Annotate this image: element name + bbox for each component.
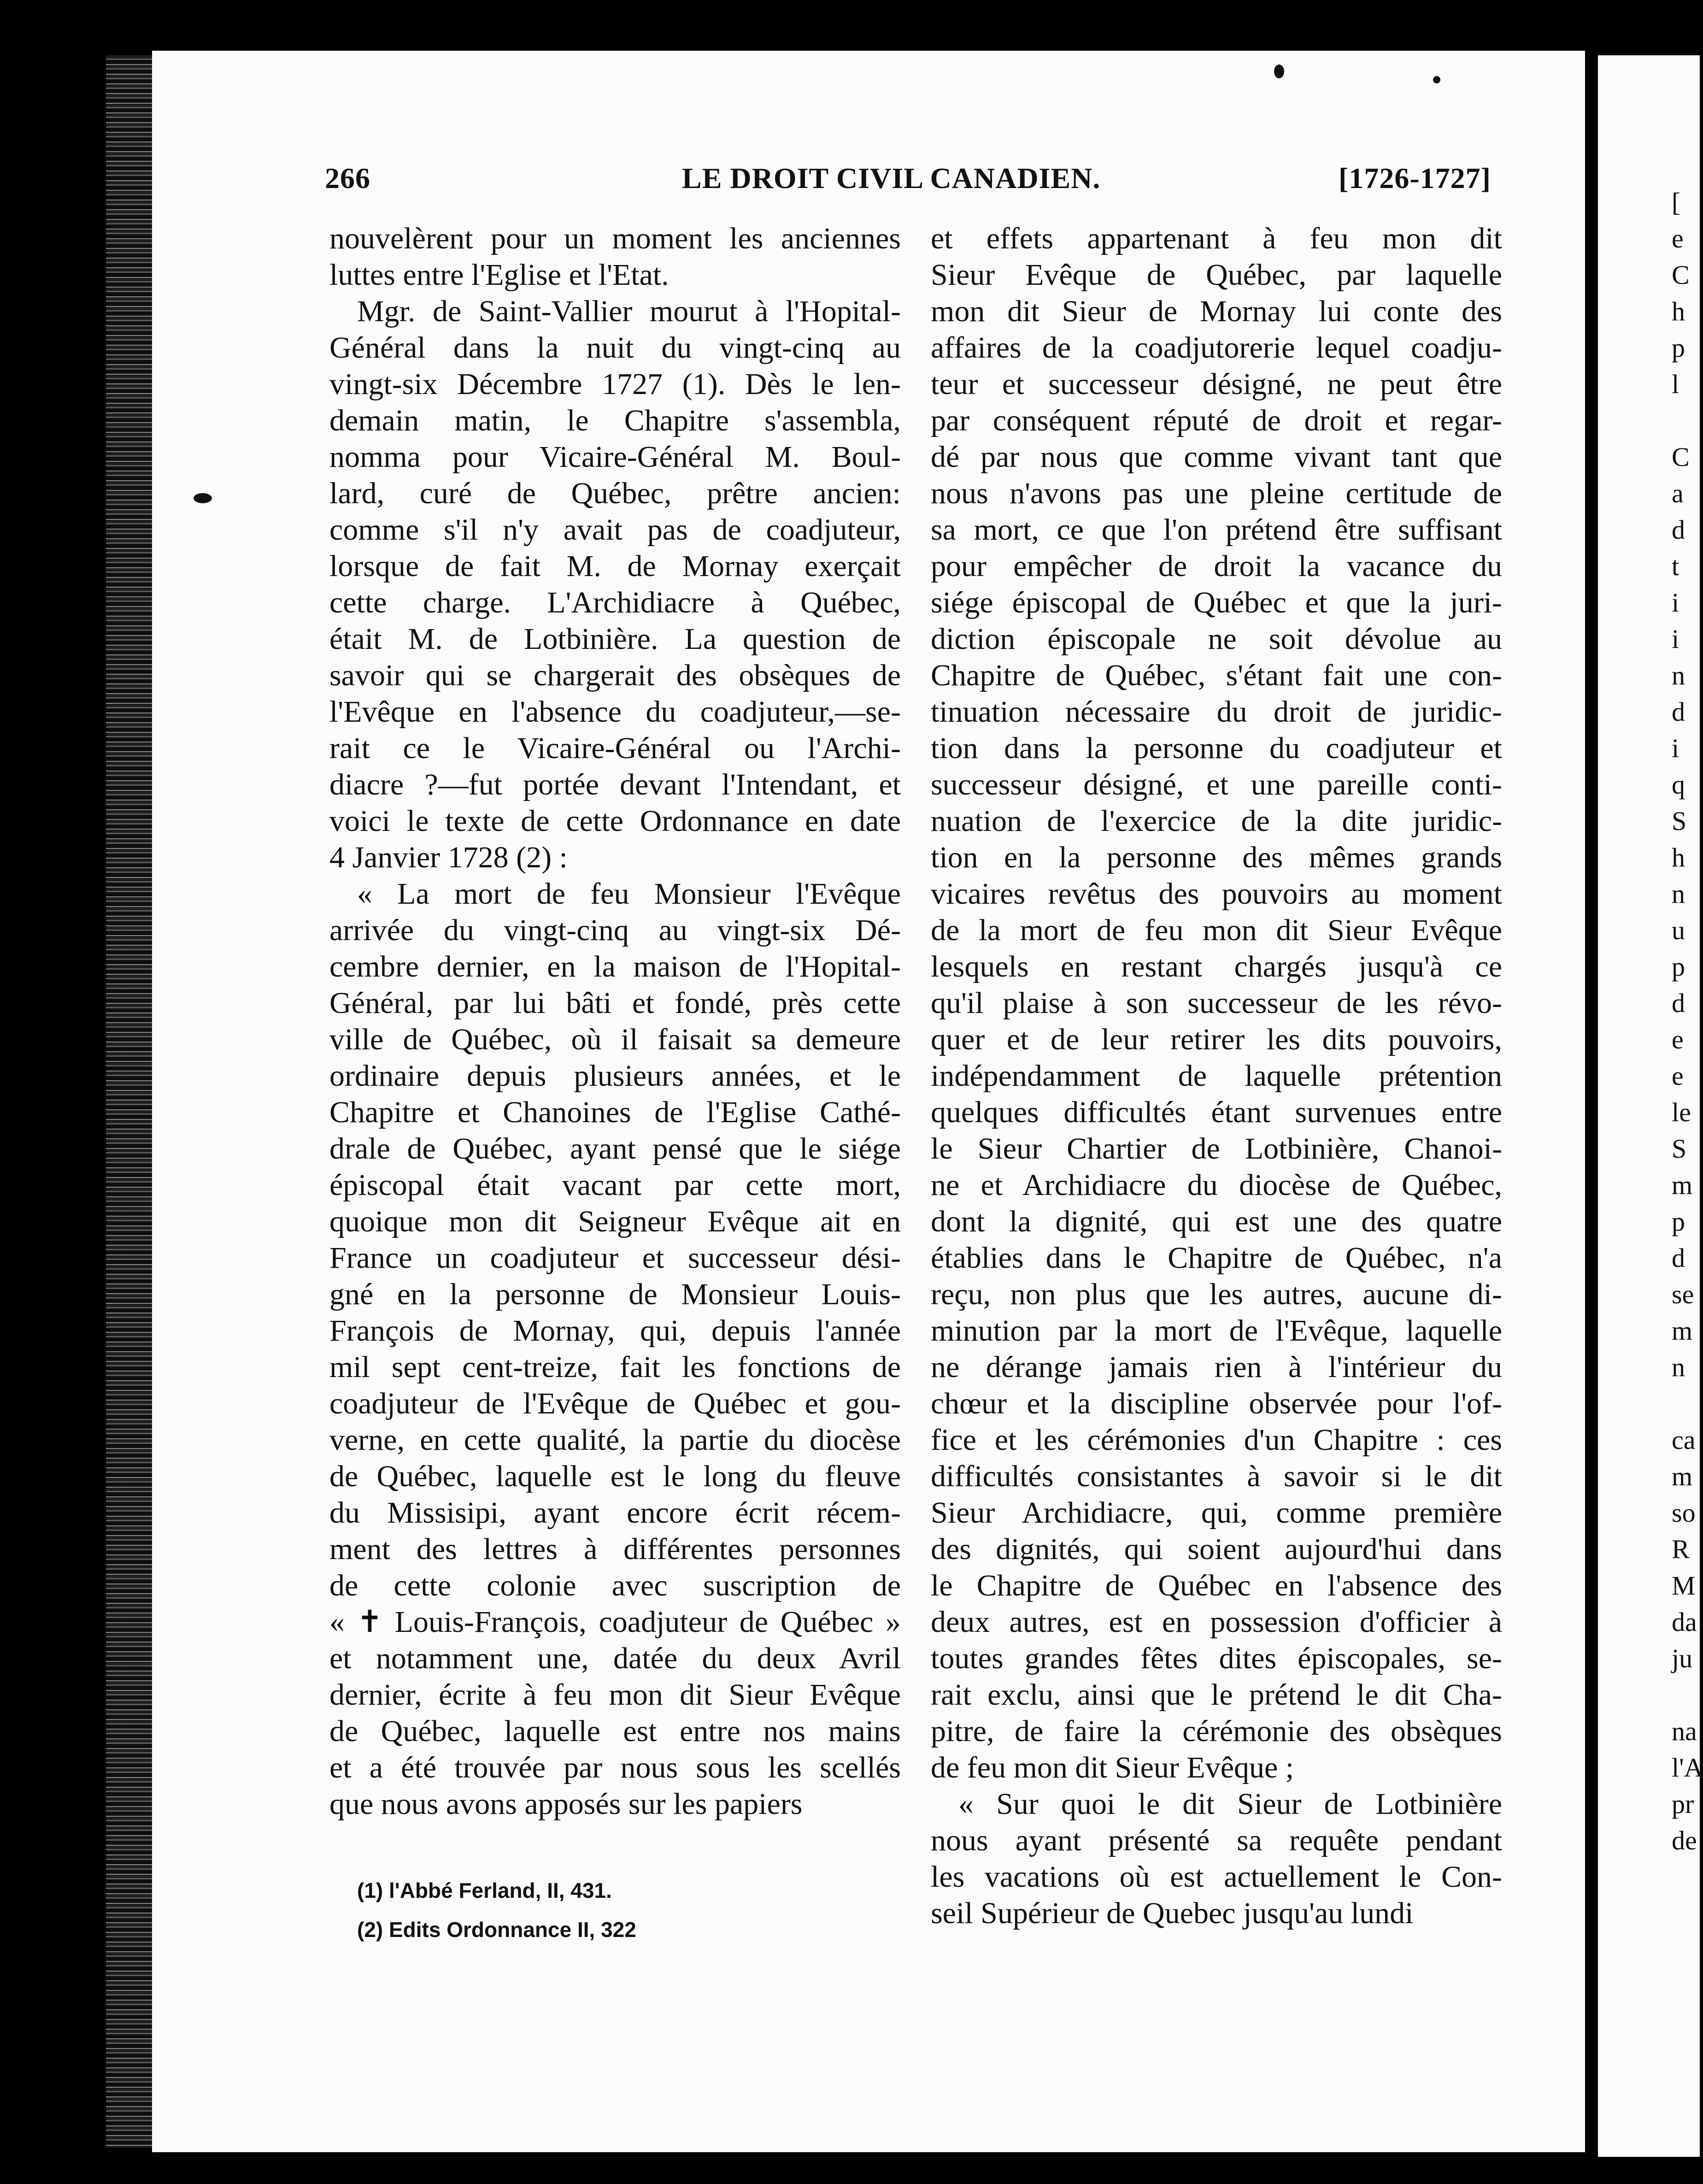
text-line: de cette colonie avec suscription de bbox=[329, 1569, 901, 1602]
footnote-2: (2) Edits Ordonnance II, 322 bbox=[357, 1918, 636, 1942]
text-line: et a été trouvée par nous sous les scellés bbox=[329, 1751, 901, 1784]
adjacent-page-fragment: a bbox=[1672, 478, 1684, 508]
text-line: Chapitre de Québec, s'étant fait une con- bbox=[931, 659, 1502, 692]
text-line: tion dans la personne du coadjuteur et bbox=[931, 731, 1502, 765]
adjacent-page-fragment: d bbox=[1672, 697, 1685, 727]
text-line: que nous avons apposés sur les papiers bbox=[329, 1787, 803, 1821]
text-line: ne et Archidiacre du diocèse de Québec, bbox=[931, 1168, 1502, 1202]
page-number: 266 bbox=[325, 162, 370, 194]
adjacent-page-fragment: i bbox=[1672, 733, 1680, 763]
text-line: teur et successeur désigné, ne peut être bbox=[931, 367, 1502, 401]
adjacent-page-fragment: h bbox=[1672, 296, 1685, 326]
adjacent-page-fragment: q bbox=[1672, 770, 1685, 800]
text-line: tinuation nécessaire du droit de juridic- bbox=[931, 695, 1502, 729]
text-line: « Sur quoi le dit Sieur de Lotbinière bbox=[958, 1787, 1502, 1821]
text-line: difficultés consistantes à savoir si le dit bbox=[931, 1460, 1502, 1493]
text-line: pitre, de faire la cérémonie des obsèques bbox=[931, 1714, 1502, 1748]
text-line: de la mort de feu mon dit Sieur Evêque bbox=[931, 913, 1502, 947]
text-line: ment des lettres à différentes personnes bbox=[329, 1532, 901, 1566]
text-line: deux autres, est en possession d'officier à bbox=[931, 1605, 1502, 1639]
text-line: gné en la personne de Monsieur Louis- bbox=[329, 1277, 901, 1311]
right-text-column bbox=[931, 220, 1502, 1931]
text-line: fice et les cérémonies d'un Chapitre : ces bbox=[931, 1423, 1502, 1457]
text-line: épiscopal était vacant par cette mort, bbox=[329, 1168, 901, 1202]
adjacent-page-fragment: M bbox=[1672, 1571, 1696, 1601]
text-line: diacre ?—fut portée devant l'Intendant, et bbox=[329, 768, 901, 801]
adjacent-page-fragment: m bbox=[1672, 1461, 1693, 1491]
text-line: lard, curé de Québec, prêtre ancien: bbox=[329, 477, 901, 510]
text-line: France un coadjuteur et successeur dési- bbox=[329, 1241, 901, 1275]
left-text-column bbox=[329, 220, 901, 1822]
text-line: sa mort, ce que l'on prétend être suffisant bbox=[931, 513, 1502, 547]
adjacent-page-fragment: u bbox=[1672, 915, 1685, 945]
text-line: établies dans le Chapitre de Québec, n'a bbox=[931, 1241, 1502, 1275]
text-line: coadjuteur de l'Evêque de Québec et gou- bbox=[329, 1387, 901, 1420]
text-line: affaires de la coadjutorerie lequel coadju- bbox=[931, 331, 1502, 365]
text-line: indépendamment de laquelle prétention bbox=[931, 1059, 1502, 1093]
adjacent-page-fragment: n bbox=[1672, 1352, 1685, 1382]
text-line: savoir qui se chargerait des obsèques de bbox=[329, 659, 901, 692]
text-line: Général, par lui bâti et fondé, près cette bbox=[329, 986, 901, 1020]
ink-spot bbox=[194, 493, 212, 503]
adjacent-page-fragment: [ bbox=[1672, 187, 1681, 217]
adjacent-page-fragment: se bbox=[1672, 1279, 1694, 1309]
text-line: ville de Québec, où il faisait sa demeure bbox=[329, 1023, 901, 1056]
adjacent-page-fragment: d bbox=[1672, 988, 1685, 1018]
text-line: et notamment une, datée du deux Avril bbox=[329, 1642, 901, 1675]
text-line: Chapitre et Chanoines de l'Eglise Cathé- bbox=[329, 1095, 901, 1129]
text-line: dé par nous que comme vivant tant que bbox=[931, 440, 1502, 474]
adjacent-page-fragment: e bbox=[1672, 1024, 1684, 1054]
text-line: chœur et la discipline observée pour l'of- bbox=[931, 1387, 1502, 1420]
adjacent-page-fragment: d bbox=[1672, 515, 1685, 545]
text-line: 4 Janvier 1728 (2) : bbox=[329, 841, 568, 874]
adjacent-page-fragment: i bbox=[1672, 588, 1680, 618]
text-line: reçu, non plus que les autres, aucune di- bbox=[931, 1277, 1502, 1311]
text-line: dont la dignité, qui est une des quatre bbox=[931, 1205, 1502, 1238]
text-line: était M. de Lotbinière. La question de bbox=[329, 622, 901, 656]
ink-spot bbox=[1274, 65, 1284, 78]
text-line: Mgr. de Saint-Vallier mourut à l'Hopital- bbox=[357, 294, 901, 328]
text-line: nous ayant présenté sa requête pendant bbox=[931, 1824, 1502, 1857]
text-line: minution par la mort de l'Evêque, laquelle bbox=[931, 1314, 1502, 1348]
text-line: lorsque de fait M. de Mornay exerçait bbox=[329, 549, 901, 583]
adjacent-page-fragment: ca bbox=[1672, 1425, 1696, 1455]
text-line: « La mort de feu Monsieur l'Evêque bbox=[357, 877, 901, 911]
adjacent-page-fragment: R bbox=[1672, 1534, 1690, 1564]
text-line: le Chapitre de Québec en l'absence des bbox=[931, 1569, 1502, 1602]
adjacent-page-edge bbox=[1598, 55, 1703, 2157]
text-line: lesquels en restant chargés jusqu'à ce bbox=[931, 950, 1502, 983]
text-line: nomma pour Vicaire-Général M. Boul- bbox=[329, 440, 901, 474]
header-years: [1726-1727] bbox=[1339, 162, 1491, 194]
adjacent-page-fragment: na bbox=[1672, 1716, 1697, 1746]
text-line: mon dit Sieur de Mornay lui conte des bbox=[931, 294, 1502, 328]
text-line: le Sieur Chartier de Lotbinière, Chanoi- bbox=[931, 1132, 1502, 1166]
text-line: rait exclu, ainsi que le prétend le dit Cha- bbox=[931, 1678, 1502, 1712]
text-line: dernier, écrite à feu mon dit Sieur Evêque bbox=[329, 1678, 901, 1712]
text-line: arrivée du vingt-cinq au vingt-six Dé- bbox=[329, 913, 901, 947]
text-line: de feu mon dit Sieur Evêque ; bbox=[931, 1751, 1294, 1784]
text-line: toutes grandes fêtes dites épiscopales, se- bbox=[931, 1642, 1502, 1675]
text-line: Général dans la nuit du vingt-cinq au bbox=[329, 331, 901, 365]
adjacent-page-fragment: ju bbox=[1672, 1643, 1693, 1673]
text-line: mil sept cent-treize, fait les fonctions de bbox=[329, 1350, 901, 1384]
adjacent-page-fragment: n bbox=[1672, 660, 1685, 690]
text-line: Sieur Evêque de Québec, par laquelle bbox=[931, 258, 1502, 292]
text-line: demain matin, le Chapitre s'assembla, bbox=[329, 404, 901, 437]
text-line: ne dérange jamais rien à l'intérieur du bbox=[931, 1350, 1502, 1384]
text-line: les vacations où est actuellement le Con- bbox=[931, 1860, 1502, 1894]
text-line: verne, en cette qualité, la partie du diocèse bbox=[329, 1423, 901, 1457]
text-line: nous n'avons pas une pleine certitude de bbox=[931, 477, 1502, 510]
adjacent-page-fragment: le bbox=[1672, 1097, 1691, 1127]
adjacent-page-fragment: i bbox=[1672, 624, 1680, 654]
text-line: pour empêcher de droit la vacance du bbox=[931, 549, 1502, 583]
adjacent-page-fragment: da bbox=[1672, 1607, 1697, 1637]
text-line: quer et de leur retirer les dits pouvoirs, bbox=[931, 1023, 1502, 1056]
text-line: siége épiscopal de Québec et que la juri- bbox=[931, 586, 1502, 619]
text-line: nuation de l'exercice de la dite juridic- bbox=[931, 804, 1502, 838]
adjacent-page-fragment: p bbox=[1672, 333, 1685, 363]
text-line: quoique mon dit Seigneur Evêque ait en bbox=[329, 1205, 901, 1238]
text-line: du Missisipi, ayant encore écrit récem- bbox=[329, 1496, 901, 1530]
text-line: comme s'il n'y avait pas de coadjuteur, bbox=[329, 513, 901, 547]
text-line: tion en la personne des mêmes grands bbox=[931, 841, 1502, 874]
adjacent-page-fragment: m bbox=[1672, 1316, 1693, 1346]
adjacent-page-fragment: pr bbox=[1672, 1789, 1694, 1819]
text-line: cembre dernier, en la maison de l'Hopital- bbox=[329, 950, 901, 983]
text-line: Sieur Archidiacre, qui, comme première bbox=[931, 1496, 1502, 1530]
text-line: « ✝ Louis-François, coadjuteur de Québec » bbox=[329, 1605, 901, 1639]
adjacent-page-fragment: e bbox=[1672, 1061, 1684, 1091]
text-line: successeur désigné, et une pareille conti- bbox=[931, 768, 1502, 801]
text-line: quelques difficultés étant survenues entre bbox=[931, 1095, 1502, 1129]
text-line: des dignités, qui soient aujourd'hui dans bbox=[931, 1532, 1502, 1566]
text-line: qu'il plaise à son successeur de les révo- bbox=[931, 986, 1502, 1020]
text-line: de Québec, laquelle est le long du fleuve bbox=[329, 1460, 901, 1493]
adjacent-page-fragment: S bbox=[1672, 1134, 1687, 1164]
text-line: diction épiscopale ne soit dévolue au bbox=[931, 622, 1502, 656]
adjacent-page-fragment: n bbox=[1672, 879, 1685, 909]
adjacent-page-fragment: de bbox=[1672, 1825, 1697, 1855]
ink-spot bbox=[1433, 76, 1440, 83]
text-line: et effets appartenant à feu mon dit bbox=[931, 222, 1502, 255]
text-line: par conséquent réputé de droit et regar- bbox=[931, 404, 1502, 437]
text-line: de Québec, laquelle est entre nos mains bbox=[329, 1714, 901, 1748]
adjacent-page-fragment: l bbox=[1672, 369, 1680, 399]
adjacent-page-fragment: l'A bbox=[1672, 1753, 1703, 1783]
text-line: voici le texte de cette Ordonnance en date bbox=[329, 804, 901, 838]
text-line: seil Supérieur de Quebec jusqu'au lundi bbox=[931, 1896, 1414, 1930]
adjacent-page-fragment: e bbox=[1672, 224, 1684, 253]
text-line: nouvelèrent pour un moment les anciennes bbox=[329, 222, 901, 255]
text-line: l'Evêque en l'absence du coadjuteur,—se- bbox=[329, 695, 901, 729]
adjacent-page-fragment: C bbox=[1672, 442, 1690, 472]
adjacent-page-fragment: S bbox=[1672, 806, 1687, 836]
running-title: LE DROIT CIVIL CANADIEN. bbox=[682, 162, 1101, 194]
text-line: luttes entre l'Eglise et l'Etat. bbox=[329, 258, 669, 292]
text-line: vicaires revêtus des pouvoirs au moment bbox=[931, 877, 1502, 911]
text-line: ordinaire depuis plusieurs années, et le bbox=[329, 1059, 901, 1093]
adjacent-page-fragment: h bbox=[1672, 842, 1685, 872]
adjacent-page-fragment: p bbox=[1672, 1207, 1685, 1236]
adjacent-page-fragment: so bbox=[1672, 1498, 1696, 1528]
adjacent-page-fragment: C bbox=[1672, 260, 1690, 290]
text-line: François de Mornay, qui, depuis l'année bbox=[329, 1314, 901, 1348]
text-line: drale de Québec, ayant pensé que le siége bbox=[329, 1132, 901, 1166]
adjacent-page-fragment: d bbox=[1672, 1243, 1685, 1273]
adjacent-page-fragment: t bbox=[1672, 551, 1680, 581]
text-line: cette charge. L'Archidiacre à Québec, bbox=[329, 586, 901, 619]
adjacent-page-fragment: m bbox=[1672, 1170, 1693, 1200]
text-line: rait ce le Vicaire-Général ou l'Archi- bbox=[329, 731, 901, 765]
text-line: vingt-six Décembre 1727 (1). Dès le len- bbox=[329, 367, 901, 401]
footnote-1: (1) l'Abbé Ferland, II, 431. bbox=[357, 1878, 612, 1902]
adjacent-page-fragment: p bbox=[1672, 952, 1685, 982]
